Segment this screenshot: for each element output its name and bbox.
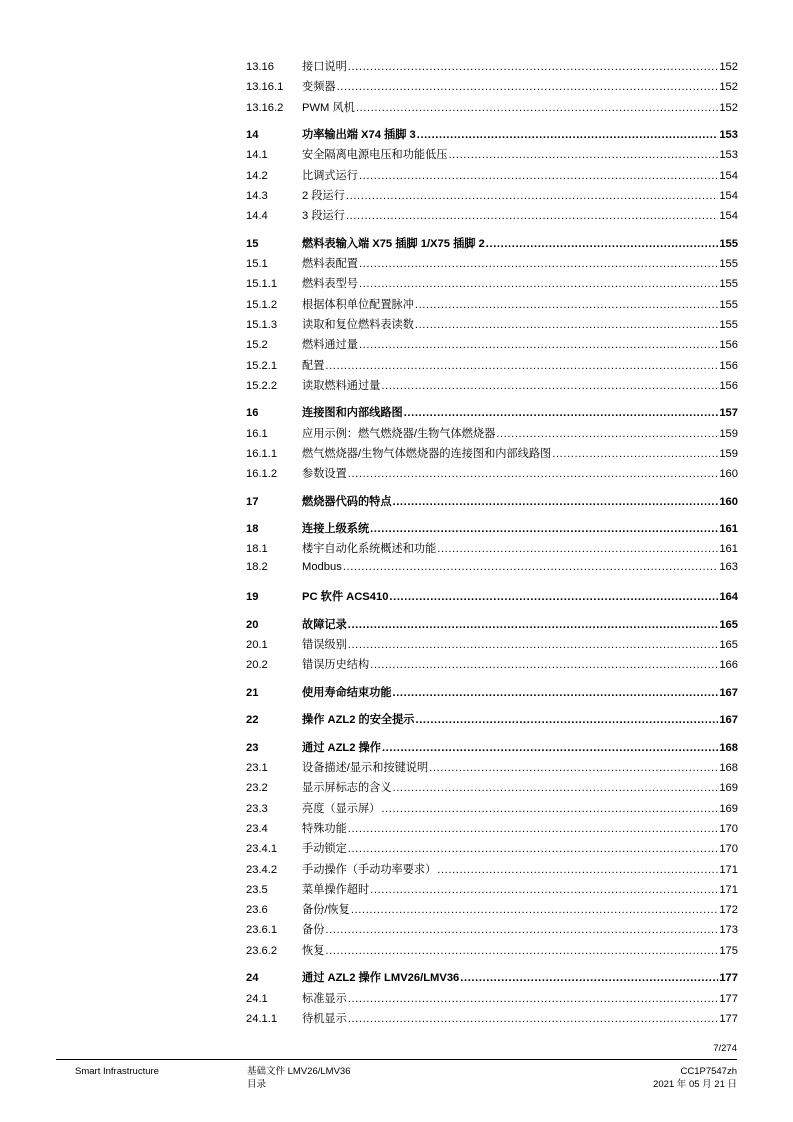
toc-entry-number: 15.1: [246, 258, 268, 271]
toc-entry-number: 15.1.3: [246, 318, 278, 331]
footer-divider: [56, 1059, 737, 1060]
toc-entry-page: 159: [719, 447, 738, 460]
toc-entry-title: 楼宇自动化系统概述和功能: [302, 543, 437, 556]
toc-entry[interactable]: [246, 561, 738, 581]
toc-entry[interactable]: [246, 881, 738, 901]
toc-entry[interactable]: [246, 357, 738, 377]
toc-entry-title: 燃料通过量: [302, 339, 358, 352]
toc-entry[interactable]: [246, 445, 738, 465]
toc-chapter-entry[interactable]: [246, 739, 738, 759]
toc-entry-number: 16.1.1: [246, 447, 278, 460]
toc-dot-leader: [325, 945, 718, 957]
toc-entry-page: 154: [719, 189, 738, 202]
toc-dot-leader: [552, 448, 718, 460]
footer-document-info: [247, 1065, 350, 1091]
toc-entry-page: 155: [719, 318, 738, 331]
footer-company-name: Smart Infrastructure: [75, 1066, 159, 1077]
toc-entry-page: 155: [719, 258, 738, 271]
toc-entry-title: 通过 AZL2 操作: [302, 741, 381, 754]
toc-entry-number: 18: [246, 523, 259, 536]
toc-entry-number: 23.2: [246, 782, 268, 795]
footer-document-meta: [653, 1065, 737, 1091]
toc-entry-title: 安全隔离电源电压和功能低压: [302, 149, 448, 162]
toc-entry-page: 160: [719, 495, 738, 508]
toc-entry-number: 24.1: [246, 992, 268, 1005]
toc-entry-number: 16.1.2: [246, 468, 278, 481]
toc-entry-number: 23: [246, 741, 259, 754]
toc-entry-title: 故障记录: [302, 618, 347, 631]
toc-entry[interactable]: [246, 800, 738, 820]
toc-entry-number: 24.1.1: [246, 1012, 278, 1025]
toc-entry-page: 161: [719, 523, 738, 536]
toc-dot-leader: [370, 659, 718, 671]
toc-entry-number: 16: [246, 407, 259, 420]
toc-entry-number: 15.2.1: [246, 359, 278, 372]
toc-dot-leader: [359, 170, 718, 182]
toc-dot-leader: [448, 149, 718, 161]
toc-entry-number: 20.1: [246, 639, 268, 652]
toc-entry-number: 23.4.2: [246, 863, 278, 876]
toc-entry-page: 152: [719, 81, 738, 94]
toc-dot-leader: [337, 81, 719, 93]
toc-entry-page: 155: [719, 237, 738, 250]
toc-entry-page: 155: [719, 298, 738, 311]
toc-entry[interactable]: [246, 275, 738, 295]
toc-dot-leader: [325, 924, 718, 936]
toc-entry-number: 15.1.1: [246, 278, 278, 291]
toc-dot-leader: [381, 380, 718, 392]
toc-chapter-entry[interactable]: [246, 588, 738, 608]
toc-entry-number: 19: [246, 591, 259, 604]
toc-entry-title: 燃料表输入端 X75 插脚 1/X75 插脚 2: [302, 237, 485, 250]
toc-dot-leader: [346, 190, 718, 202]
toc-dot-leader: [370, 523, 718, 535]
toc-chapter-entry[interactable]: [246, 711, 738, 731]
toc-entry-title: 备份/恢复: [302, 904, 350, 917]
toc-entry-number: 18.1: [246, 543, 268, 556]
toc-entry-number: 23.1: [246, 762, 268, 775]
toc-entry[interactable]: [246, 942, 738, 962]
toc-entry-title: 错误历史结构: [302, 659, 370, 672]
toc-entry-title: 应用示例：燃气燃烧器/生物气体燃烧器: [302, 427, 496, 440]
footer-section-name: 目录: [247, 1079, 267, 1090]
toc-dot-leader: [359, 278, 718, 290]
toc-entry-title: 手动锁定: [302, 843, 347, 856]
toc-entry-page: 177: [719, 1012, 738, 1025]
toc-entry-title: 使用寿命结束功能: [302, 686, 392, 699]
footer-document-id: CC1P7547zh: [680, 1066, 737, 1077]
toc-dot-leader: [348, 468, 719, 480]
toc-entry-title: 亮度（显示屏）: [302, 802, 381, 815]
toc-chapter-entry[interactable]: [246, 493, 738, 513]
toc-entry-title: 错误级别: [302, 639, 347, 652]
toc-entry[interactable]: [246, 1010, 738, 1030]
toc-dot-leader: [348, 639, 719, 651]
toc-entry-title: 待机显示: [302, 1012, 347, 1025]
toc-entry[interactable]: [246, 759, 738, 779]
toc-entry-number: 16.1: [246, 427, 268, 440]
toc-entry-title: 通过 AZL2 操作 LMV26/LMV36: [302, 972, 460, 985]
toc-entry-title: 比调式运行: [302, 169, 358, 182]
toc-entry-page: 153: [719, 129, 738, 142]
toc-entry[interactable]: [246, 316, 738, 336]
toc-entry-number: 15.1.2: [246, 298, 278, 311]
toc-entry[interactable]: [246, 540, 738, 560]
toc-entry-title: 燃料表配置: [302, 258, 358, 271]
toc-entry[interactable]: [246, 255, 738, 275]
toc-entry[interactable]: [246, 187, 738, 207]
toc-entry-title: 2 段运行: [302, 189, 345, 202]
toc-entry-page: 163: [719, 560, 738, 573]
toc-dot-leader: [343, 561, 719, 573]
toc-entry-title: 燃气燃烧器/生物气体燃烧器的连接图和内部线路图: [302, 447, 552, 460]
toc-chapter-entry[interactable]: [246, 969, 738, 989]
toc-entry-title: 特殊功能: [302, 822, 347, 835]
toc-dot-leader: [351, 904, 718, 916]
page-number: 7/274: [713, 1043, 737, 1054]
toc-dot-leader: [348, 61, 719, 73]
toc-chapter-entry[interactable]: [246, 684, 738, 704]
toc-entry-page: 170: [719, 822, 738, 835]
toc-entry-title: 3 段运行: [302, 210, 345, 223]
toc-entry-page: 154: [719, 210, 738, 223]
toc-entry-page: 167: [719, 686, 738, 699]
toc-entry-number: 23.4.1: [246, 843, 278, 856]
toc-entry[interactable]: [246, 207, 738, 227]
toc-entry[interactable]: [246, 336, 738, 356]
toc-entry-title: 参数设置: [302, 468, 347, 481]
toc-entry-number: 23.6.2: [246, 944, 278, 957]
toc-dot-leader: [460, 972, 718, 984]
toc-chapter-entry[interactable]: [246, 520, 738, 540]
toc-entry-number: 13.16.2: [246, 101, 284, 114]
toc-entry-title: 读取燃料通过量: [302, 379, 381, 392]
toc-entry-number: 13.16: [246, 61, 274, 73]
toc-dot-leader: [437, 543, 718, 555]
toc-entry-title: 配置: [302, 359, 325, 372]
toc-entry[interactable]: [246, 636, 738, 656]
toc-dot-leader: [356, 102, 719, 114]
toc-entry-title: 连接图和内部线路图: [302, 407, 403, 420]
toc-chapter-entry[interactable]: [246, 616, 738, 636]
toc-entry-number: 20: [246, 618, 259, 631]
toc-entry-number: 17: [246, 495, 259, 508]
table-of-contents: [246, 58, 738, 1030]
toc-entry-page: 156: [719, 339, 738, 352]
toc-entry-page: 177: [719, 972, 738, 985]
footer-date: 2021 年 05 月 21 日: [653, 1079, 737, 1090]
toc-entry-page: 152: [719, 101, 738, 114]
toc-entry-page: 161: [719, 543, 738, 556]
toc-entry-page: 156: [719, 359, 738, 372]
toc-entry-number: 18.2: [246, 560, 268, 573]
footer-company: [75, 1065, 159, 1078]
toc-entry-number: 13.16.1: [246, 81, 284, 94]
toc-entry-title: 燃烧器代码的特点: [302, 495, 392, 508]
toc-entry-page: 169: [719, 782, 738, 795]
toc-chapter-entry[interactable]: [246, 235, 738, 255]
toc-entry-page: 165: [719, 618, 738, 631]
toc-entry[interactable]: [246, 861, 738, 881]
toc-dot-leader: [415, 319, 718, 331]
toc-entry-number: 14.3: [246, 189, 268, 202]
toc-chapter-entry[interactable]: [246, 404, 738, 424]
toc-dot-leader: [370, 884, 718, 896]
toc-entry-number: 15.2: [246, 339, 268, 352]
toc-dot-leader: [404, 407, 719, 419]
toc-entry-page: 167: [719, 714, 738, 727]
toc-entry-title: 显示屏标志的含义: [302, 782, 392, 795]
toc-entry[interactable]: [246, 990, 738, 1010]
toc-entry-page: 172: [719, 904, 738, 917]
toc-entry-title: 读取和复位燃料表读数: [302, 318, 414, 331]
toc-entry-number: 15.2.2: [246, 379, 278, 392]
toc-entry-number: 23.6: [246, 904, 268, 917]
toc-dot-leader: [359, 258, 718, 270]
toc-entry[interactable]: [246, 296, 738, 316]
toc-entry-number: 23.5: [246, 883, 268, 896]
toc-entry-title: 接口说明: [302, 61, 347, 73]
toc-dot-leader: [429, 762, 718, 774]
toc-entry[interactable]: [246, 425, 738, 445]
toc-entry-title: 连接上级系统: [302, 523, 370, 536]
toc-entry-title: PWM 风机: [302, 101, 355, 114]
toc-dot-leader: [496, 428, 718, 440]
toc-entry-page: 170: [719, 843, 738, 856]
toc-dot-leader: [389, 591, 718, 603]
toc-entry[interactable]: [246, 377, 738, 397]
toc-entry-page: 155: [719, 278, 738, 291]
toc-entry[interactable]: [246, 146, 738, 166]
toc-entry-title: 菜单操作超时: [302, 883, 370, 896]
toc-entry-title: 设备描述/显示和按键说明: [302, 762, 429, 775]
toc-dot-leader: [346, 210, 718, 222]
toc-dot-leader: [393, 782, 719, 794]
toc-dot-leader: [393, 687, 719, 699]
toc-entry[interactable]: [246, 921, 738, 941]
toc-dot-leader: [437, 864, 718, 876]
toc-dot-leader: [415, 299, 718, 311]
toc-entry-page: 173: [719, 924, 738, 937]
toc-entry-title: 功率输出端 X74 插脚 3: [302, 129, 416, 142]
toc-entry-page: 175: [719, 944, 738, 957]
toc-entry-title: 变频器: [302, 81, 336, 94]
toc-dot-leader: [393, 496, 719, 508]
toc-entry-page: 177: [719, 992, 738, 1005]
toc-entry-title: 操作 AZL2 的安全提示: [302, 714, 415, 727]
toc-entry-title: 燃料表型号: [302, 278, 358, 291]
toc-entry-number: 14.4: [246, 210, 268, 223]
toc-entry-page: 168: [719, 762, 738, 775]
toc-entry[interactable]: [246, 779, 738, 799]
toc-dot-leader: [348, 843, 719, 855]
footer-document-title: 基础文件 LMV26/LMV36: [247, 1066, 351, 1077]
toc-entry-number: 23.4: [246, 822, 268, 835]
toc-dot-leader: [381, 803, 718, 815]
toc-entry-number: 14.2: [246, 169, 268, 182]
toc-entry-page: 153: [719, 149, 738, 162]
toc-entry[interactable]: [246, 99, 738, 119]
toc-entry-page: 154: [719, 169, 738, 182]
toc-entry-title: Modbus: [302, 560, 342, 573]
toc-dot-leader: [382, 742, 718, 754]
toc-dot-leader: [348, 619, 719, 631]
toc-entry-number: 15: [246, 237, 259, 250]
toc-entry-number: 14.1: [246, 149, 268, 162]
toc-entry-number: 21: [246, 686, 259, 699]
toc-entry[interactable]: [246, 820, 738, 840]
toc-entry[interactable]: [246, 167, 738, 187]
toc-entry-title: PC 软件 ACS410: [302, 591, 389, 604]
toc-dot-leader: [416, 714, 719, 726]
toc-entry[interactable]: [246, 901, 738, 921]
toc-entry-number: 20.2: [246, 659, 268, 672]
toc-entry-title: 手动操作（手动功率要求）: [302, 863, 437, 876]
toc-entry-page: 164: [719, 591, 738, 604]
toc-entry-page: 157: [719, 407, 738, 420]
toc-entry-title: 标准显示: [302, 992, 347, 1005]
toc-entry-title: 备份: [302, 924, 325, 937]
toc-entry-page: 168: [719, 741, 738, 754]
toc-entry-number: 24: [246, 972, 259, 985]
toc-entry-page: 152: [719, 61, 738, 73]
toc-dot-leader: [486, 238, 719, 250]
toc-dot-leader: [348, 823, 719, 835]
toc-dot-leader: [325, 360, 718, 372]
toc-entry[interactable]: [246, 465, 738, 485]
toc-chapter-entry[interactable]: [246, 126, 738, 146]
toc-entry[interactable]: [246, 656, 738, 676]
toc-entry-title: 恢复: [302, 944, 325, 957]
toc-entry-page: 171: [719, 883, 738, 896]
toc-entry-page: 171: [719, 863, 738, 876]
toc-entry[interactable]: [246, 840, 738, 860]
toc-entry-page: 166: [719, 659, 738, 672]
toc-dot-leader: [417, 129, 719, 141]
toc-entry-number: 23.3: [246, 802, 268, 815]
toc-entry[interactable]: [246, 58, 738, 78]
toc-dot-leader: [359, 339, 718, 351]
toc-entry-page: 156: [719, 379, 738, 392]
toc-entry-page: 165: [719, 639, 738, 652]
toc-dot-leader: [348, 993, 719, 1005]
toc-entry-page: 160: [719, 468, 738, 481]
toc-entry[interactable]: [246, 78, 738, 98]
toc-entry-page: 159: [719, 427, 738, 440]
toc-entry-title: 根据体积单位配置脉冲: [302, 298, 414, 311]
toc-dot-leader: [348, 1013, 719, 1025]
toc-entry-page: 169: [719, 802, 738, 815]
toc-entry-number: 14: [246, 129, 259, 142]
toc-entry-number: 23.6.1: [246, 924, 278, 937]
toc-entry-number: 22: [246, 714, 259, 727]
